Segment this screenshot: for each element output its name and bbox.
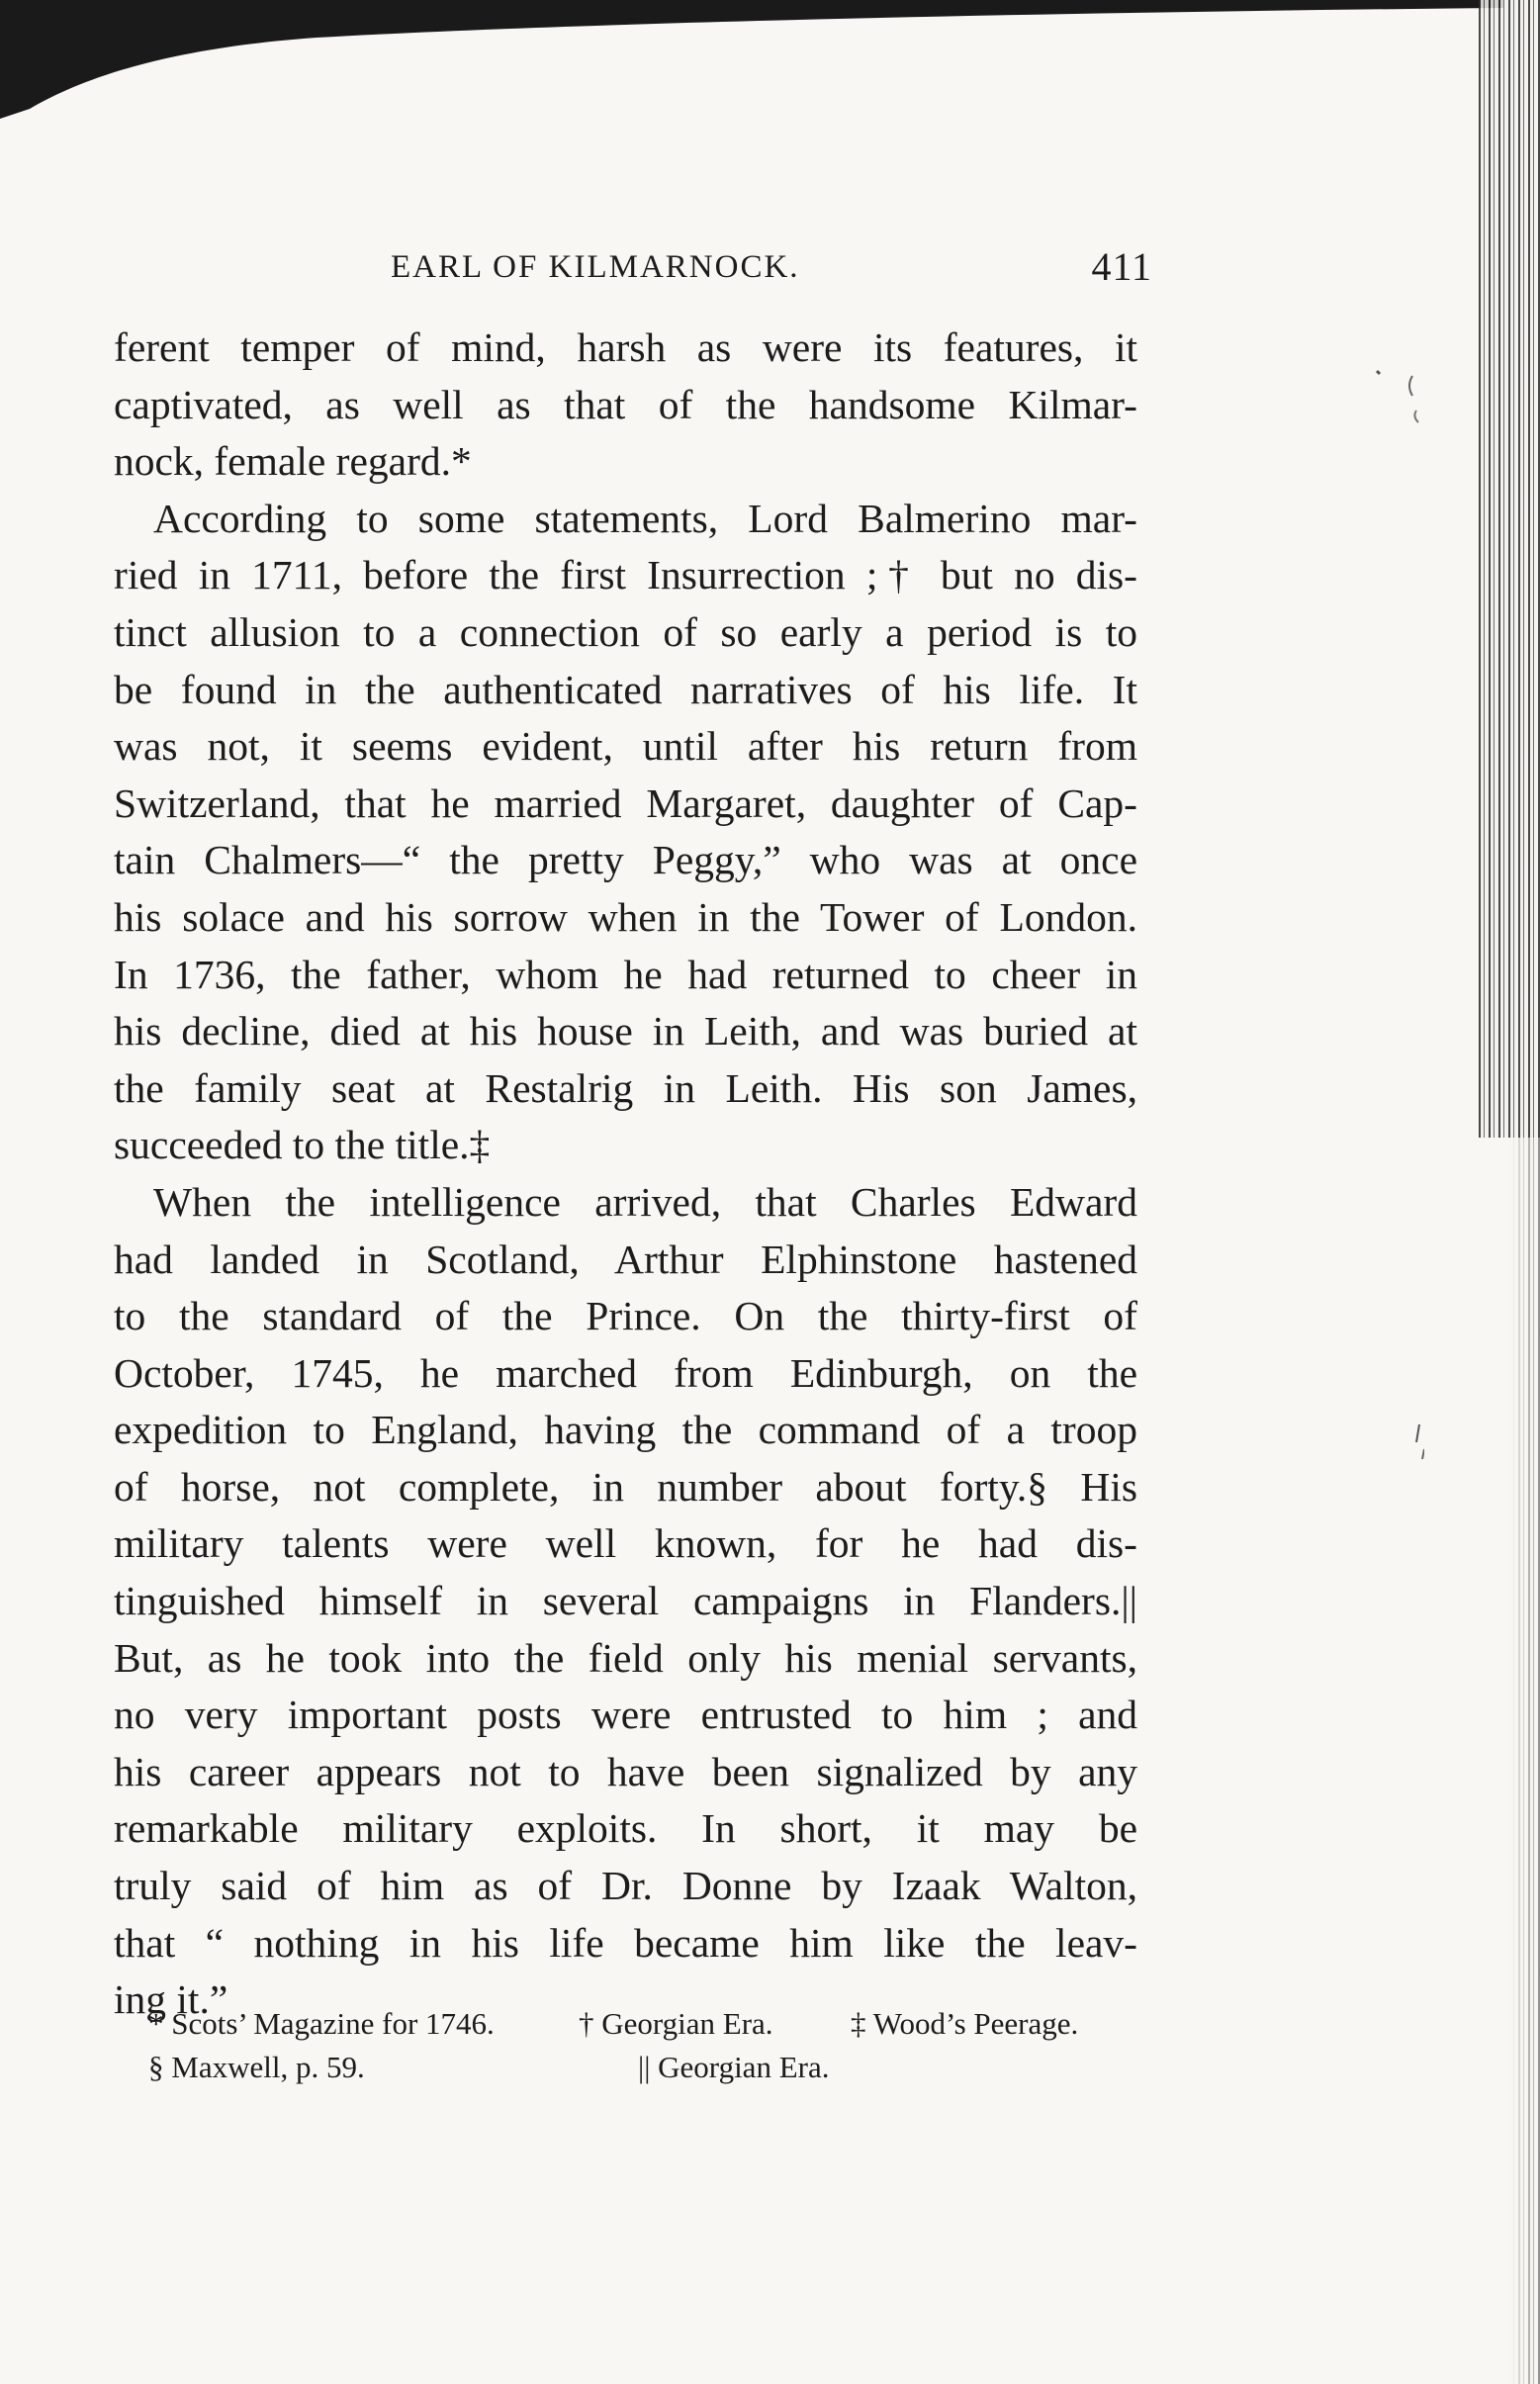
text-line: of horse, not complete, in number about forty.§ His — [114, 1463, 1137, 1510]
text-line: tinct allusion to a connection of so early a period is to — [114, 608, 1137, 655]
footnote: || Georgian Era. — [638, 2050, 830, 2084]
text-line: the family seat at Restalrig in Leith. His son James, — [114, 1064, 1137, 1111]
text-line: When the intelligence arrived, that Charles Edward — [153, 1178, 1137, 1225]
footnote: § Maxwell, p. 59. — [148, 2050, 365, 2084]
text-line: to the standard of the Prince. On the thirty-first of — [114, 1293, 1137, 1339]
footnote: ‡ Wood’s Peerage. — [851, 2006, 1079, 2041]
text-line: his solace and his sorrow when in the Tower of London. — [114, 893, 1137, 940]
margin-specks-decoration — [1365, 336, 1424, 1474]
scan-shadow-decoration — [0, 0, 1503, 119]
text-line: truly said of him as of Dr. Donne by Izaak Walton, — [114, 1863, 1137, 1909]
text-line: no very important posts were entrusted to him ; and — [114, 1692, 1137, 1738]
running-head-title: EARL OF KILMARNOCK. — [391, 249, 800, 285]
text-line: October, 1745, he marched from Edinburgh, on the — [114, 1349, 1137, 1396]
text-line: that “ nothing in his life became him like the leav- — [114, 1919, 1137, 1966]
text-line: Switzerland, that he married Margaret, daughter of Cap- — [114, 779, 1137, 826]
text-line: his decline, died at his house in Leith, and was buried at — [114, 1008, 1137, 1054]
text-line: be found in the authenticated narratives of his life. It — [114, 666, 1137, 712]
text-line: tain Chalmers—“ the pretty Peggy,” who was at once — [114, 837, 1137, 883]
text-line: captivated, as well as that of the handsome Kilmar- — [114, 381, 1137, 427]
text-line: military talents were well known, for he had dis- — [114, 1520, 1137, 1567]
text-line: ing it.” — [114, 1976, 228, 2023]
text-line: had landed in Scotland, Arthur Elphinstone hastened — [114, 1236, 1137, 1282]
text-line: his career appears not to have been signalized by any — [114, 1748, 1137, 1794]
footnote-row — [148, 2046, 1137, 2089]
footnote: * Scots’ Magazine for 1746. — [148, 2006, 495, 2041]
text-line: nock, female regard.* — [114, 438, 472, 485]
text-line: succeeded to the title.‡ — [114, 1122, 491, 1168]
page-number: 411 — [1091, 244, 1152, 289]
footnote: † Georgian Era. — [579, 2006, 773, 2041]
text-line: ferent temper of mind, harsh as were its features, it — [114, 324, 1137, 370]
text-line: remarkable military exploits. In short, it may be — [114, 1805, 1137, 1852]
footnote-row — [148, 2002, 1137, 2046]
footnotes — [148, 2002, 1137, 2089]
body-text — [114, 320, 1137, 2029]
text-line: But, as he took into the field only his menial servants, — [114, 1634, 1137, 1681]
scan-edge-artifact — [1479, 0, 1540, 2384]
text-line: In 1736, the father, whom he had returned to cheer in — [114, 951, 1137, 997]
text-line: tinguished himself in several campaigns in Flanders.|| — [114, 1578, 1137, 1624]
text-line: According to some statements, Lord Balmerino mar- — [153, 495, 1137, 541]
running-head — [391, 244, 1152, 299]
text-line: was not, it seems evident, until after his return from — [114, 723, 1137, 770]
text-line: ried in 1711, before the first Insurrection ;† but no dis- — [114, 552, 1137, 598]
text-line: expedition to England, having the command of a troop — [114, 1407, 1137, 1453]
